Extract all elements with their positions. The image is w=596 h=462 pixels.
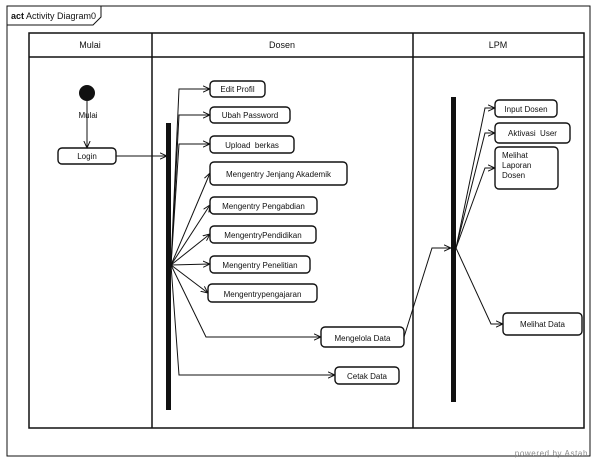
activity-input-dosen-label: Input Dosen: [504, 105, 548, 114]
swimlane-label-lpm: LPM: [488, 40, 508, 50]
activity-mengentry-pengabdian-label: Mengentry Pengabdian: [222, 202, 305, 211]
astah-watermark: powered by Astah: [514, 449, 588, 458]
activity-login-label: Login: [77, 152, 97, 161]
activity-upload-berkas-label: Upload berkas: [225, 141, 279, 150]
frame-title: act Activity Diagram0: [11, 11, 97, 21]
activity-mengelola-data-label: Mengelola Data: [334, 334, 391, 343]
activity-mengentry-pendidikan-label: MengentryPendidikan: [224, 231, 302, 240]
activity-edit-profil-label: Edit Profil: [220, 85, 255, 94]
activity-ubah-password-label: Ubah Password: [221, 111, 279, 120]
activity-mengentry-jenjang-akademik-label: Mengentry Jenjang Akademik: [226, 170, 331, 179]
fork-bar-dosen: [166, 123, 171, 410]
activity-melihat-data-label: Melihat Data: [520, 320, 565, 329]
activity-cetak-data-label: Cetak Data: [346, 372, 388, 381]
initial-node-label: Mulai: [78, 111, 98, 120]
activity-aktivasi-user-label: Aktivasi User: [508, 129, 557, 138]
activity-mengentry-pengajaran-label: Mengentrypengajaran: [223, 290, 302, 299]
activity-mengentry-penelitian-label: Mengentry Penelitian: [222, 261, 298, 270]
fork-bar-lpm: [451, 97, 456, 402]
swimlane-label-mulai: Mulai: [79, 40, 101, 50]
swimlane-label-dosen: Dosen: [268, 40, 296, 50]
initial-node: [79, 85, 95, 101]
activity-melihat-laporan-dosen-label: Melihat Laporan Dosen: [502, 151, 532, 180]
